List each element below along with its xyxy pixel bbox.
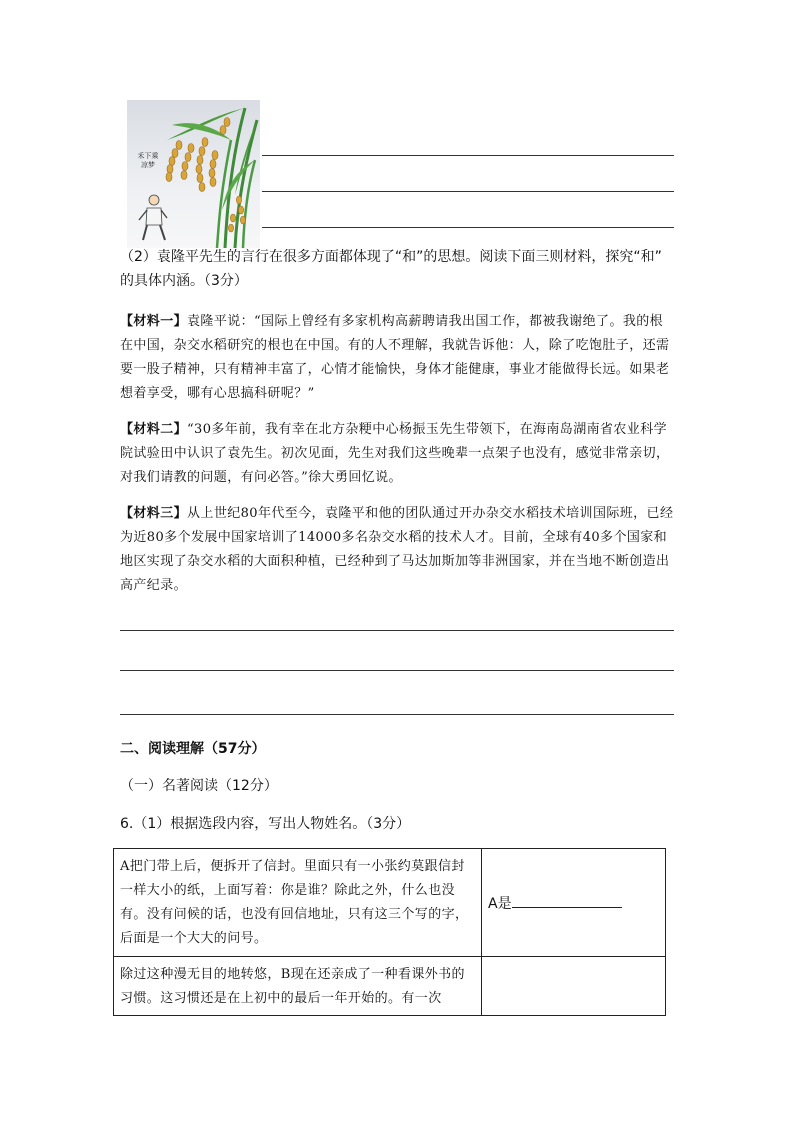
- material-1-label: 【材料一】: [120, 314, 188, 329]
- q6-passage-a: A把门带上后，便拆开了信封。里面只有一小张约莫跟信封一样大小的纸，上面写着：你是谁？除此之外，什么也没有。没有问候的话，也没有回信地址，只有这三个写的字，后面是一个大大的问号。: [114, 849, 482, 957]
- q6-prompt: 6.（1）根据选段内容，写出人物姓名。（3分）: [120, 816, 411, 832]
- rice-cartoon-illustration: [127, 100, 260, 248]
- material-1-text: 袁隆平说：“国际上曾经有多家机构高薪聘请我出国工作，都被我谢绝了。我的根在中国，杂交水稻研究的根也在中国。有的人不理解，我就告诉他：人，除了吃饱肚子，还需要一股子精神，只有精神丰富了，心情才能愉快，身体才能健康，事业才能做得长远。如果老想着享受，哪有心思搞科研呢？”: [120, 314, 670, 401]
- q6-answer-a-blank[interactable]: [512, 893, 622, 908]
- q5-2-prompt-line2: 的具体内涵。（3分）: [120, 273, 248, 289]
- q6-passage-b: 除过这种漫无目的地转悠，B现在还亲成了一种看课外书的习惯。这习惯还是在上初中的最后一年开始的。有一次: [114, 957, 482, 1016]
- material-3: [120, 502, 676, 598]
- part-1-title: （一）名著阅读（12分）: [120, 778, 278, 794]
- material-2-label: 【材料二】: [120, 422, 188, 437]
- rice-plant-drawing: [127, 100, 260, 248]
- cartoon-caption: 禾下乘凉梦: [137, 152, 159, 169]
- material-3-text: 从上世纪80年代至今，袁隆平和他的团队通过开办杂交水稻技术培训国际班，已经为近80多个发展中国家培训了14000多名杂交水稻的技术人才。目前，全球有40多个国家和地区实现了杂交水稻的大面积种植，已经种到了马达加斯加等非洲国家，并在当地不断创造出高产纪录。: [120, 506, 674, 593]
- answer-line-2[interactable]: [262, 191, 674, 192]
- material-1: [120, 310, 676, 406]
- q6-answer-a-label: A是: [488, 895, 512, 912]
- answer-line-1[interactable]: [262, 155, 674, 156]
- q5-2-prompt-line1: （2）袁隆平先生的言行在很多方面都体现了“和”的思想。阅读下面三则材料，探究“和”: [120, 249, 662, 265]
- section-2-title: 二、阅读理解（57分）: [120, 741, 266, 757]
- answer-line-4[interactable]: [120, 630, 674, 631]
- table-row: [114, 957, 666, 1016]
- table-row: [114, 849, 666, 957]
- q6-answer-b[interactable]: [482, 957, 666, 1016]
- q6-table: [113, 848, 666, 1016]
- answer-line-5[interactable]: [120, 670, 674, 671]
- q6-answer-a[interactable]: [482, 849, 666, 957]
- material-2-text: “30多年前，我有幸在北方杂粳中心杨振玉先生带领下，在海南岛湖南省农业科学院试验田中认识了袁先生。初次见面，先生对我们这些晚辈一点架子也没有，感觉非常亲切，对我们请教的问题，有问必答。”徐大勇回忆说。: [120, 422, 670, 485]
- answer-line-6[interactable]: [120, 714, 674, 715]
- material-3-label: 【材料三】: [120, 506, 188, 521]
- answer-line-3[interactable]: [262, 227, 674, 228]
- material-2: [120, 418, 676, 490]
